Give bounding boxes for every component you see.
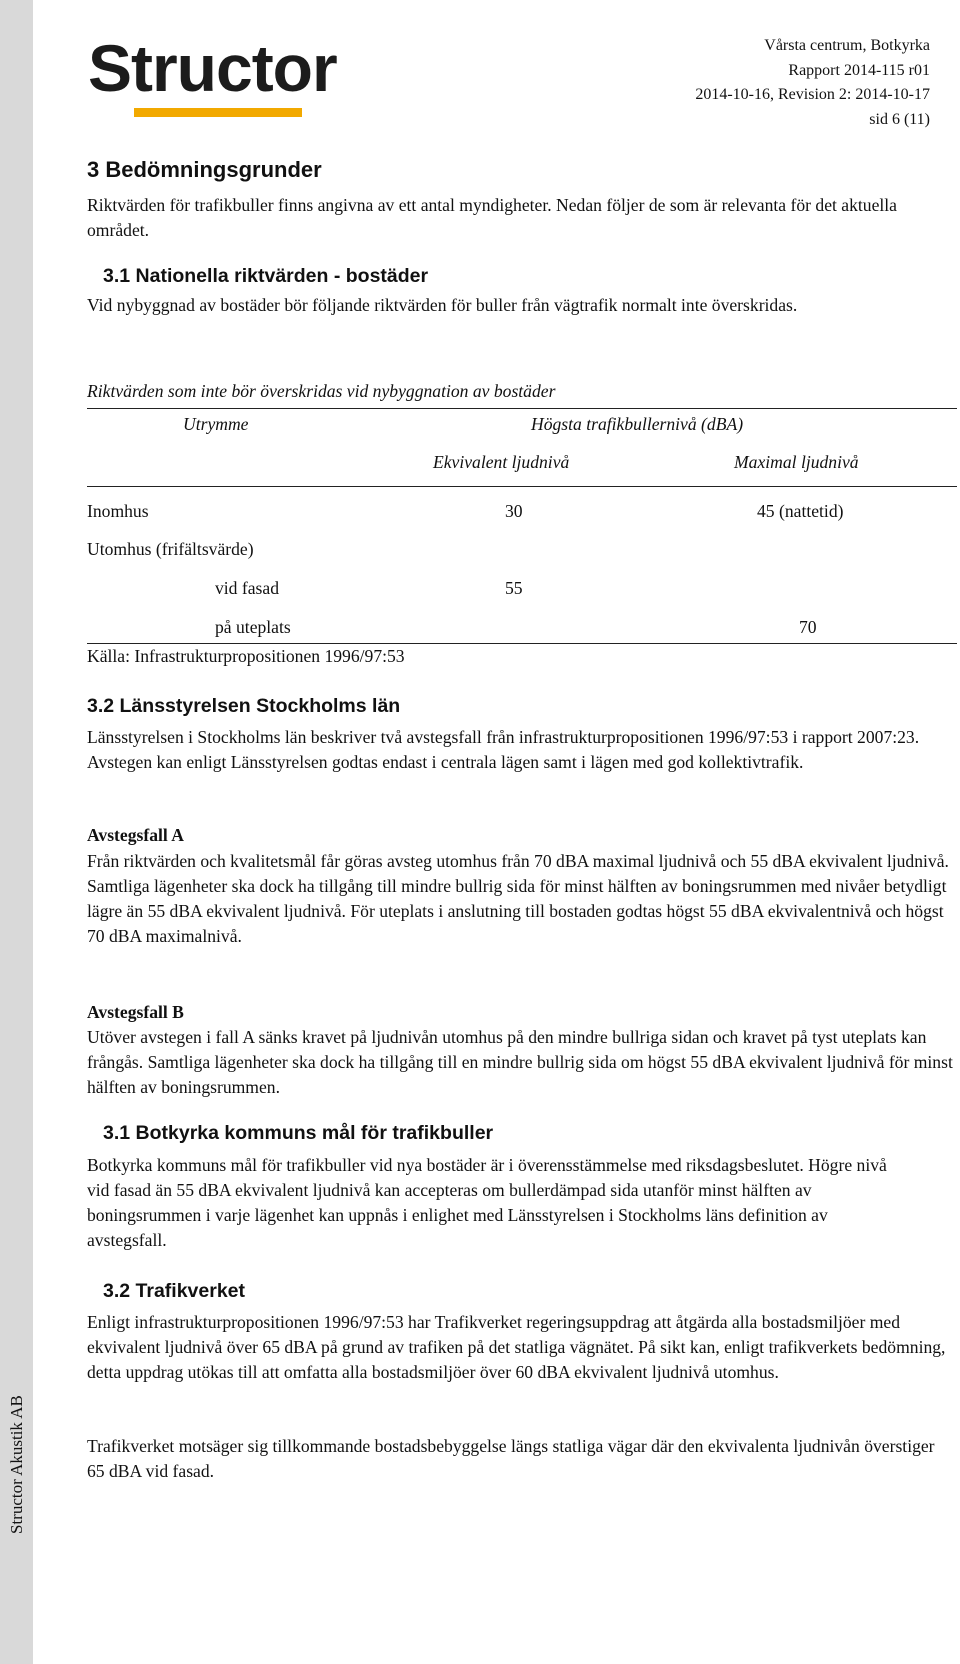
sidebar-strip xyxy=(0,0,33,1664)
table-top-rule xyxy=(87,408,957,409)
table-bottom-rule xyxy=(87,643,957,644)
logo-word: Structor xyxy=(88,31,337,105)
botkyrka-text: Botkyrka kommuns mål för trafikbuller vid nya bostäder är i överensstämmelse med riksdagsbeslutet. Högre nivå vid fasad än 55 dBA ekvivalent ljudnivå kan accepteras om bullerdämpad sida utanför minst hälften av boningsrummen i varje lägenhet kan uppnås i enlighet med Länsstyrelsen i Stockholms läns definition av avstegsfall. xyxy=(87,1155,887,1250)
table-row-inomhus-max: 45 (nattetid) xyxy=(757,501,844,521)
table-header-max: Maximal ljudnivå xyxy=(734,452,859,472)
avstegsfall-b-title: Avstegsfall B xyxy=(87,1002,184,1022)
trafikverket-text-2: Trafikverket motsäger sig tillkommande bostadsbebyggelse längs statliga vägar där den ekvivalenta ljudnivån överstiger 65 dBA vid fasad. xyxy=(87,1436,935,1481)
section-3-text: Riktvärden för trafikbuller finns angivna av ett antal myndigheter. Nedan följer de som är relevanta för det aktuella området. xyxy=(87,195,897,240)
avstegsfall-a-title: Avstegsfall A xyxy=(87,825,184,845)
logo-underline xyxy=(134,108,302,117)
heading-botkyrka: 3.1 Botkyrka kommuns mål för trafikbuller xyxy=(103,1122,494,1144)
heading-trafikverket: 3.2 Trafikverket xyxy=(103,1280,246,1302)
header-page: sid 6 (11) xyxy=(869,110,930,128)
header-report: Rapport 2014-115 r01 xyxy=(788,61,930,79)
heading-section-3-1: 3.1 Nationella riktvärden - bostäder xyxy=(103,265,429,287)
table-source: Källa: Infrastrukturpropositionen 1996/97:53 xyxy=(87,646,405,666)
table-row-inomhus-label: Inomhus xyxy=(87,501,149,521)
trafikverket-text-1: Enligt infrastrukturpropositionen 1996/97:53 har Trafikverket regeringsuppdrag att åtgärda alla bostadsmiljöer med ekvivalent ljudnivå över 65 dBA på grund av trafiken på det statliga vägnätet. På sikt kan, enligt trafikverkets bedömning, detta uppdrag utökas till att omfatta alla bostadsmiljöer över 60 dBA ekvivalent ljudnivå utomhus. xyxy=(87,1312,946,1382)
table-header-group: Högsta trafikbullernivå (dBA) xyxy=(531,414,744,434)
table-row-fasad-eq: 55 xyxy=(505,578,523,598)
page-header xyxy=(695,34,930,132)
table-row-inomhus-eq: 30 xyxy=(505,501,523,521)
table-row-uteplats-max: 70 xyxy=(799,617,817,637)
table-row-uteplats-label: på uteplats xyxy=(215,617,291,637)
sidebar-text: Structor Akustik AB xyxy=(7,1395,26,1534)
structor-logo xyxy=(88,31,337,120)
avstegsfall-b-text: Utöver avstegen i fall A sänks kravet på ljudnivån utomhus på den mindre bullriga sidan och kravet på tyst uteplats kan frångås. Samtliga lägenheter ska dock ha tillgång till en mindre bullrig sida om högst 55 dBA ekvivalent ljudnivå för minst hälften av boningsrummen. xyxy=(87,1027,953,1097)
header-date: 2014-10-16, Revision 2: 2014-10-17 xyxy=(695,86,930,103)
heading-section-3-2: 3.2 Länsstyrelsen Stockholms län xyxy=(87,695,401,717)
avstegsfall-a-text: Från riktvärden och kvalitetsmål får göras avsteg utomhus från 70 dBA maximal ljudnivå och 55 dBA ekvivalent ljudnivå. Samtliga lägenheter ska dock ha tillgång till mindre bullrig sida för minst hälften av boningsrummen med nivåer betydligt lägre än 55 dBA ekvivalent ljudnivå. För uteplats i anslutning till bostaden godtas högst 55 dBA ekvivalentnivå och högst 70 dBA maximalnivå. xyxy=(87,851,949,946)
table-header-eq: Ekvivalent ljudnivå xyxy=(433,452,570,472)
table-row-fasad-label: vid fasad xyxy=(215,578,280,598)
sidebar-company-label xyxy=(4,1395,194,1534)
table-header-rule xyxy=(87,486,957,487)
section-3-2-text: Länsstyrelsen i Stockholms län beskriver två avstegsfall från infrastrukturpropositionen 1996/97:53 i rapport 2007:23. Avstegen kan enligt Länsstyrelsen godtas endast i centrala lägen samt i lägen med god kollektivtrafik. xyxy=(87,727,920,772)
heading-section-3: 3 Bedömningsgrunder xyxy=(87,157,322,182)
table-caption: Riktvärden som inte bör överskridas vid nybyggnation av bostäder xyxy=(87,381,556,401)
table-header-space: Utrymme xyxy=(183,414,249,434)
header-project: Vårsta centrum, Botkyrka xyxy=(764,37,930,54)
section-3-1-text: Vid nybyggnad av bostäder bör följande riktvärden för buller från vägtrafik normalt inte överskridas. xyxy=(87,295,798,315)
table-row-utomhus-label: Utomhus (frifältsvärde) xyxy=(87,539,254,559)
